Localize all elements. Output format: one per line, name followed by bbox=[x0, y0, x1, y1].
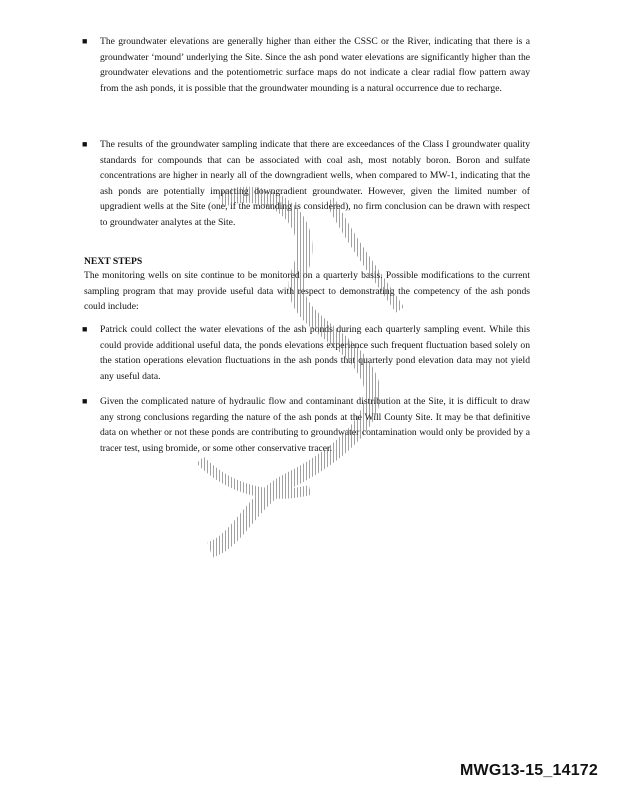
bullet-text: Patrick could collect the water elevations of the ash ponds during each quarterly sampling event. While this could provide additional useful data, the ponds elevations experience such frequent fluctuation based solely on the station operations elevation fluctuations in the ash ponds that quarterly pond elevation data may not yield any useful data. bbox=[100, 324, 530, 382]
bullet-marker: ■ bbox=[82, 396, 88, 406]
scan-stamp-artifact bbox=[180, 160, 430, 560]
bullet-groundwater-elevations bbox=[82, 34, 530, 96]
document-id: MWG13-15_14172 bbox=[460, 762, 598, 779]
next-steps-paragraph: The monitoring wells on site continue to be monitored on a quarterly basis. Possible modifications to the current sampling program that may provide useful data with respect to demonstrating the competency of the ash ponds could include: bbox=[84, 270, 530, 313]
bullet-text: The groundwater elevations are generally higher than either the CSSC or the River, indicating that there is a groundwater ‘mound’ underlying the Site. Since the ash pond water elevations are significantly higher than the groundwater elevations and the potentiometric surface maps do not indicate a clear radial flow pattern away from the ash ponds, it is possible that the groundwater mounding is a natural occurrence due to recharge. bbox=[100, 36, 530, 94]
bullet-marker: ■ bbox=[82, 324, 88, 334]
bullet-marker: ■ bbox=[82, 139, 88, 149]
bullet-marker: ■ bbox=[82, 36, 88, 46]
section-heading-next-steps: NEXT STEPS bbox=[84, 256, 143, 267]
bullet-text: Given the complicated nature of hydraulic flow and contaminant distribution at the Site, it is difficult to draw any strong conclusions regarding the nature of the ash ponds at the Will County Site. It may be that definitive data on whether or not these ponds are contributing to groundwater contamination would only be provided by a tracer test, using bromide, or some other conservative tracer. bbox=[100, 396, 530, 454]
bullet-text: The results of the groundwater sampling indicate that there are exceedances of the Class I groundwater quality standards for compounds that can be associated with coal ash, most notably boron. Boron and sulfate concentrations are higher in nearly all of the downgradient wells, when compared to MW-1, indicating that the ash ponds are potentially impacting downgradient groundwater. However, given the limited number of upgradient wells at the Site (one, if the mounding is considered), no firm conclusion can be drawn with respect to groundwater analytes at the Site. bbox=[100, 139, 530, 228]
